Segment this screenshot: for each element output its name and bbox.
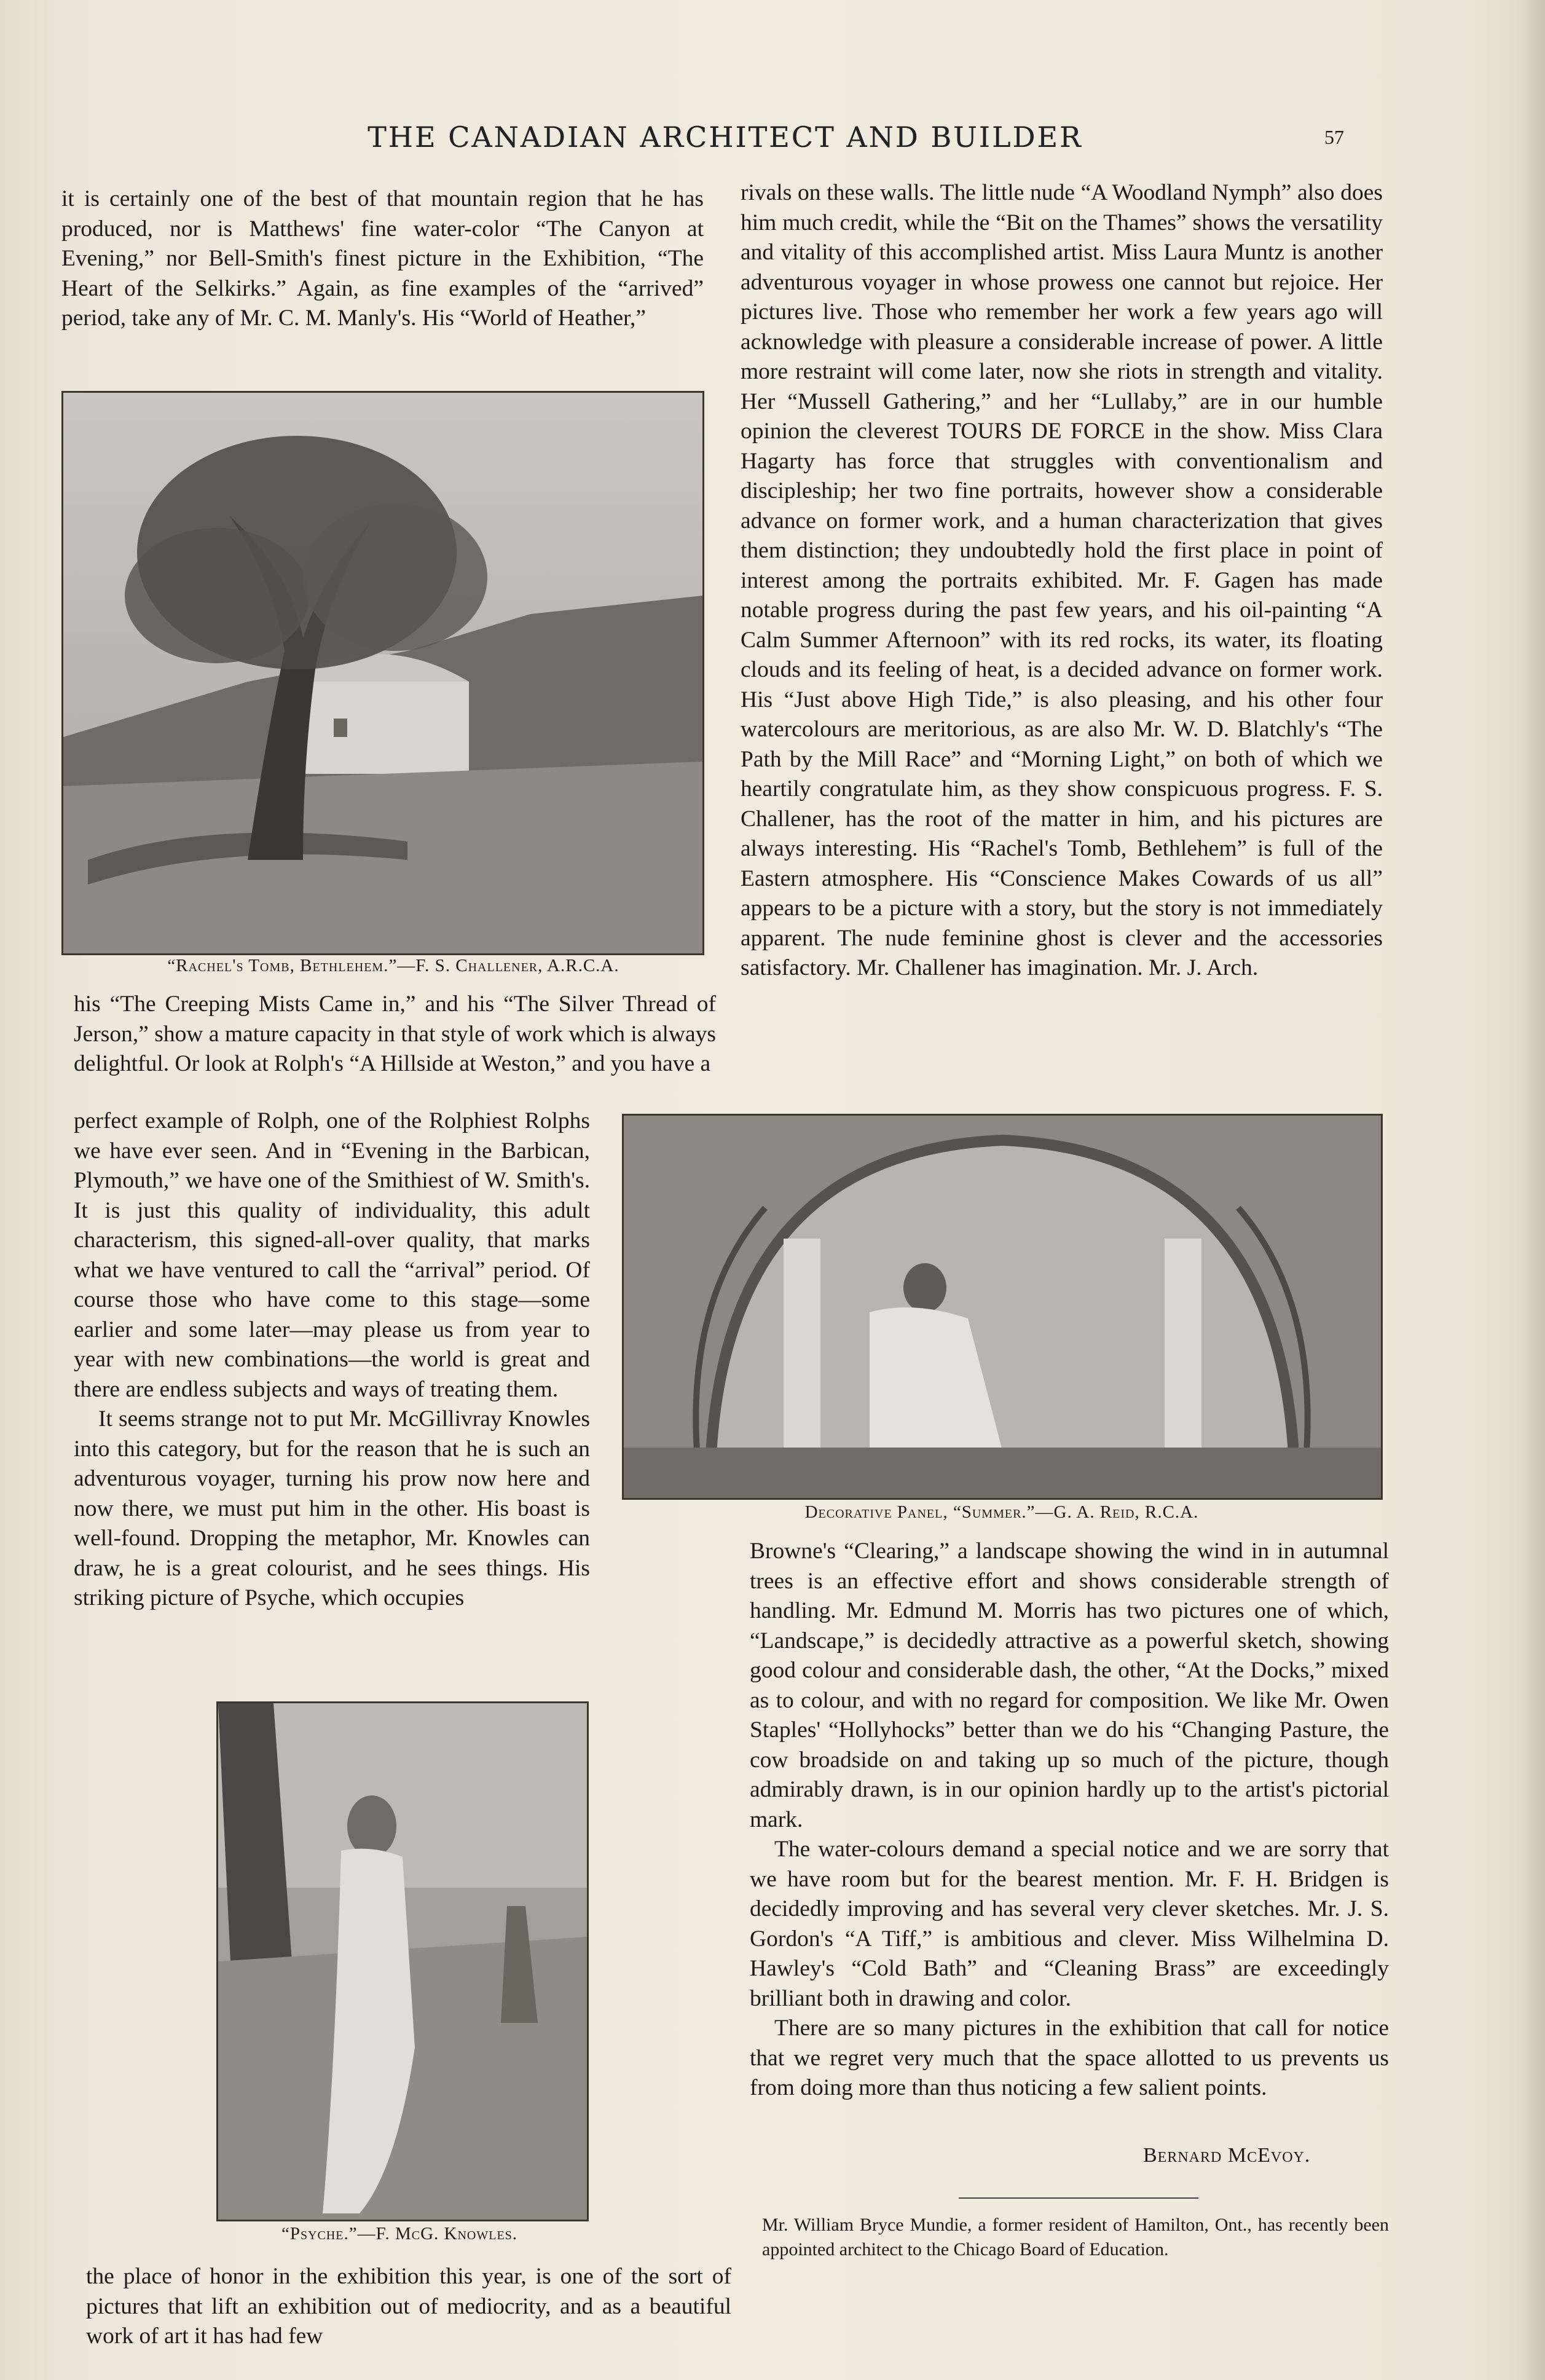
left-column-top xyxy=(61,184,704,334)
page-number: 57 xyxy=(1324,126,1344,148)
paragraph: his “The Creeping Mists Came in,” and his “The Silver Thread of Jerson,” show a mature capacity in that style of work which is always delightful. Or look at Rolph's “A Hillside at Weston,” and you have a xyxy=(74,991,716,1076)
paragraph: it is certainly one of the best of that mountain region that he has produced, nor is Matthews' fine water-color “The Canyon at Evening,” nor Bell-Smith's finest picture in the Exhibition, “The Heart of the Selkirks.” Again, as fine examples of the “arrived” period, take any of Mr. C. M. Manly's. His “World of Heather,” xyxy=(61,186,704,331)
paragraph: It seems strange not to put Mr. McGillivray Knowles into this category, but for the reason that he is such an adventurous voyager, turning his prow now here and now there, we must put him in the other. His boast is well-found. Dropping the metaphor, Mr. Knowles can draw, he is a great colourist, and he sees things. His striking picture of Psyche, which occupies xyxy=(74,1406,590,1610)
news-note xyxy=(762,2213,1389,2262)
author-signature: Bernard McEvoy. xyxy=(1143,2144,1311,2167)
paragraph: Browne's “Clearing,” a landscape showing the wind in in autumnal trees is an effective effort and shows considerable strength of handling. Mr. Edmund M. Morris has two pictures one of which, “Landscape,” is decidedly attractive as a powerful sketch, showing good colour and considerable dash, the other, “At the Docks,” mixed as to colour, and with no regard for composition. We like Mr. Owen Staples' “Hollyhocks” better than we do his “Changing Pasture, the cow broadside on and taking up so much of the picture, though admirably drawn, is in our opinion hardly up to the artist's pictorial mark. xyxy=(750,1539,1389,1832)
painting-image xyxy=(624,1116,1381,1498)
left-column-middle xyxy=(74,990,716,1079)
running-title: THE CANADIAN ARCHITECT AND BUILDER xyxy=(368,120,1083,154)
painting-image xyxy=(218,1703,587,2220)
gutter-shadow xyxy=(1520,0,1545,2380)
figure-psyche xyxy=(216,1701,589,2221)
left-column-narrow xyxy=(74,1106,590,1614)
right-column-top xyxy=(741,178,1383,983)
left-column-bottom xyxy=(86,2262,731,2352)
divider-rule xyxy=(959,2197,1198,2199)
paragraph: rivals on these walls. The little nude “A Woodland Nymph” also does him much credit, while the “Bit on the Thames” shows the versatility and vitality of this accomplished artist. Miss Laura Muntz is another adventurous voyager in whose prowess one cannot but rejoice. Her pictures live. Those who remember her work a few years ago will acknowledge with pleasure a considerable increase of power. A little more restraint will come later, now she riots in strength and vitality. Her “Mussell Gathering,” and her “Lullaby,” are in our humble opinion the cleverest TOURS DE FORCE in the show. Miss Clara Hagarty has force that struggles with conventionalism and discipleship; her two fine portraits, however show a considerable advance on former work, and a human characterization that gives them distinction; they undoubtedly hold the first place in point of interest among the portraits exhibited. Mr. F. Gagen has made notable progress during the past few years, and his oil-painting “A Calm Summer Afternoon” with its red rocks, its water, its floating clouds and its feeling of heat, is a decided advance on former work. His “Just above High Tide,” is also pleasing, and his other four watercolours are meritorious, as are also Mr. W. D. Blatchly's “The Path by the Mill Race” and “Morning Light,” on both of which we heartily congratulate him, as they show conspicuous progress. F. S. Challener, has the root of the matter in him, and his pictures are always interesting. His “Rachel's Tomb, Bethlehem” is full of the Eastern atmosphere. His “Conscience Makes Cowards of us all” appears to be a picture with a story, but the story is not immediately apparent. The nude feminine ghost is clever and the accessories satisfactory. Mr. Challener has imagination. Mr. J. Arch. xyxy=(741,180,1383,980)
figure-rachels-tomb xyxy=(61,391,704,955)
caption-psyche: “Psyche.”—F. McG. Knowles. xyxy=(281,2224,518,2244)
figure-summer-panel xyxy=(622,1114,1383,1500)
paragraph: perfect example of Rolph, one of the Rolphiest Rolphs we have ever seen. And in “Evening in the Barbican, Plymouth,” we have one of the Smithiest of W. Smith's. It is just this quality of individuality, this adult characterism, this signed-all-over quality, that marks what we have ventured to call the “arrival” period. Of course those who have come to this stage—some earlier and some later—may please us from year to year with new combinations—the world is great and there are endless subjects and ways of treating them. xyxy=(74,1108,590,1402)
paragraph: Mr. William Bryce Mundie, a former resident of Hamilton, Ont., has recently been appointed architect to the Chicago Board of Education. xyxy=(762,2215,1389,2260)
caption-summer-panel: Decorative Panel, “Summer.”—G. A. Reid, R.C.A. xyxy=(804,1502,1199,1522)
right-column-bottom xyxy=(750,1537,1389,2103)
paragraph: the place of honor in the exhibition this year, is one of the sort of pictures that lift an exhibition out of mediocrity, and as a beautiful work of art it has had few xyxy=(86,2264,731,2349)
paragraph: There are so many pictures in the exhibition that call for notice that we regret very much that the space allotted to us prevents us from doing more than thus noticing a few salient points. xyxy=(750,2016,1389,2100)
painting-image xyxy=(63,393,702,953)
paragraph: The water-colours demand a special notice and we are sorry that we have room but for the bearest mention. Mr. F. H. Bridgen is decidedly improving and has several very clever sketches. Mr. J. S. Gordon's “A Tiff,” is ambitious and clever. Miss Wilhelmina D. Hawley's “Cold Bath” and “Cleaning Brass” are exceedingly brilliant both in drawing and color. xyxy=(750,1837,1389,2011)
caption-rachels-tomb: “Rachel's Tomb, Bethlehem.”—F. S. Challener, A.R.C.A. xyxy=(167,956,619,975)
